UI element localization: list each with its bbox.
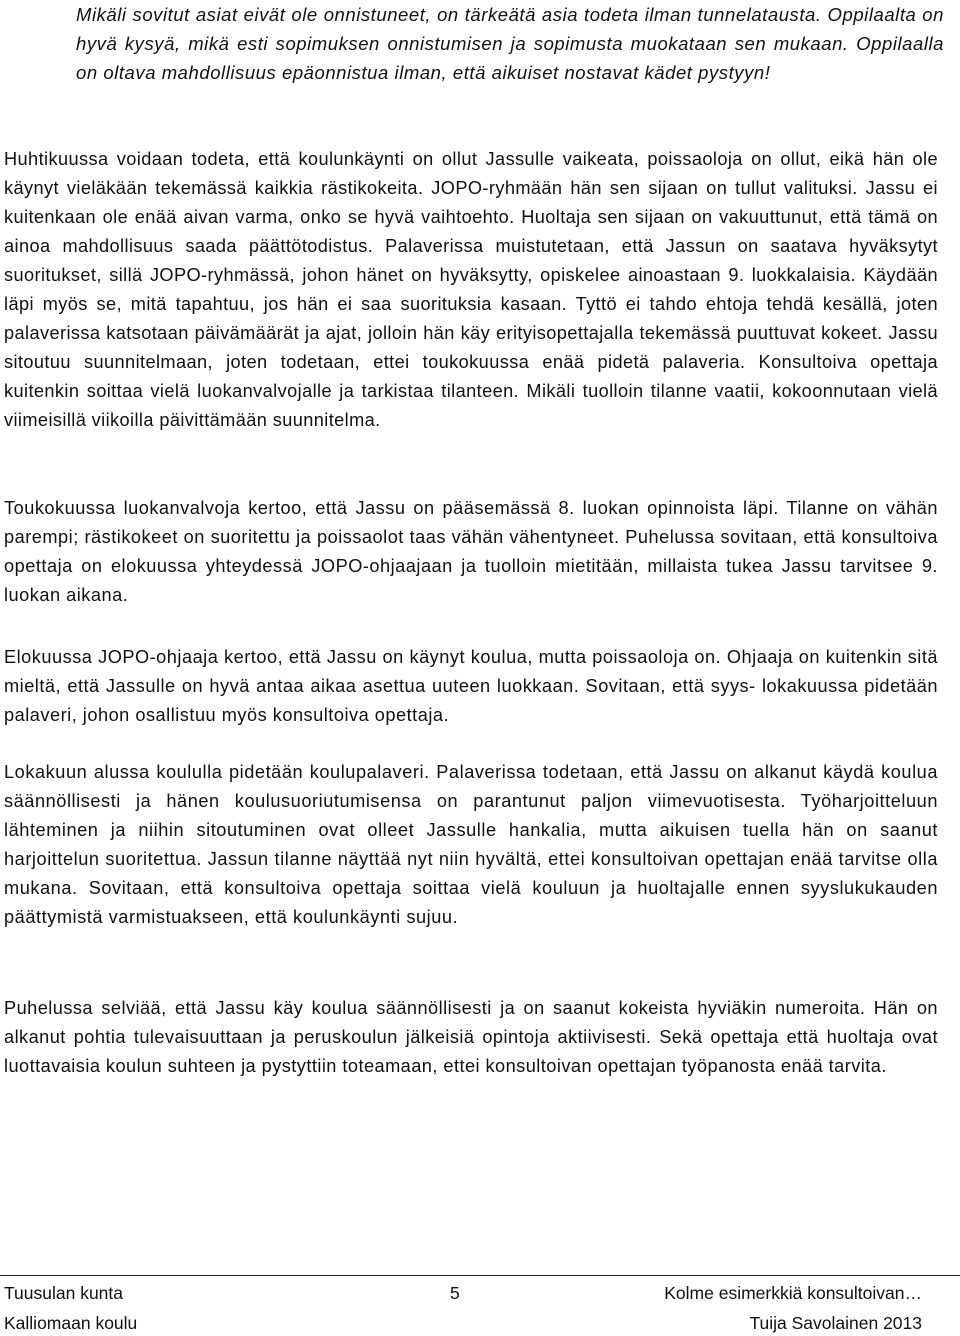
paragraph-phone-call: Puhelussa selviää, että Jassu käy koulua säännöllisesti ja on saanut kokeista hyviäkin numeroita. Hän on alkanut pohtia tulevaisuuttaan ja peruskoulun jälkeisiä opintoja aktiivisesti. Sekä opettaja että huoltaja ovat luottavaisia koulun suhteen ja pystyttiin toteamaan, ettei konsultoivan opettajan työpanosta enää tarvita.: [4, 998, 938, 1076]
intro-paragraph: Mikäli sovitut asiat eivät ole onnistuneet, on tärkeätä asia todeta ilman tunnelatausta. Oppilaalta on hyvä kysyä, mikä esti sopimuksen onnistumisen ja sopimusta muokataan sen mukaan. Oppilaalla on oltava mahdollisuus epäonnistua ilman, että aikuiset nostavat kädet pystyyn!: [76, 4, 944, 83]
footer-author-year: Tuija Savolainen 2013: [749, 1313, 922, 1333]
footer-school: Kalliomaan koulu: [4, 1313, 138, 1333]
paragraph-may: Toukokuussa luokanvalvoja kertoo, että Jassu on pääsemässä 8. luokan opinnoista läpi. Tilanne on vähän parempi; rästikokeet on suoritettu ja poissaolot taas vähän vähentyneet. Puhelussa sovitaan, että konsultoiva opettaja on elokuussa yhteydessä JOPO-ohjaajaan ja tuolloin mietitään, millaista tukea Jassu tarvitsee 9. luokan aikana.: [4, 498, 938, 605]
paragraph-october: Lokakuun alussa koululla pidetään koulupalaveri. Palaverissa todetaan, että Jassu on alkanut käydä koulua säännöllisesti ja hänen koulusuoriutumisensa on parantunut paljon viimevuotisesta. Työharjoitteluun lähteminen ja niihin sitoutuminen ovat olleet Jassulle hankalia, mutta aikuisen tuella hän on saanut harjoittelun suoritettua. Jassun tilanne näyttää nyt niin hyvältä, ettei konsultoivan opettajan enää tarvitse olla mukana. Sovitaan, että konsultoiva opettaja soittaa vielä kouluun ja huoltajalle ennen syyslukukauden päättymistä varmistuakseen, että koulunkäynti sujuu.: [4, 762, 938, 927]
paragraph-april: Huhtikuussa voidaan todeta, että koulunkäynti on ollut Jassulle vaikeata, poissaoloja on ollut, eikä hän ole käynyt vieläkään tekemässä kaikkia rästikokeita. JOPO-ryhmään hän sen sijaan on tullut valituksi. Jassu ei kuitenkaan ole enää aivan varma, onko se hyvä vaihtoehto. Huoltaja sen sijaan on vakuuttunut, että tämä on ainoa mahdollisuus saada päättötodistus. Palaverissa muistutetaan, että Jassun on saatava hyväksytyt suoritukset, sillä JOPO-ryhmässä, johon hänet on hyväksytty, opiskelee ainoastaan 9. luokkalaisia. Käydään läpi myös se, mitä tapahtuu, jos hän ei saa suorituksia kasaan. Tyttö ei tahdo ehtoja tehdä kesällä, joten palaverissa katsotaan päivämäärät ja ajat, jolloin hän käy erityisopettajalla tekemässä puuttuvat kokeet. Jassu sitoutuu suunnitelmaan, joten todetaan, ettei toukokuussa enää pidetä palaveria. Konsultoiva opettaja kuitenkin soittaa vielä luokanvalvojalle ja tarkistaa tilanteen. Mikäli tuolloin tilanne vaatii, kokoonnutaan vielä viimeisillä viikoilla päivittämään suunnitelma.: [4, 149, 938, 430]
footer-municipality: Tuusulan kunta: [4, 1283, 124, 1303]
paragraph-august: Elokuussa JOPO-ohjaaja kertoo, että Jassu on käynyt koulua, mutta poissaoloja on. Ohjaaja on kuitenkin sitä mieltä, että Jassulle on hyvä antaa aikaa asettua uuteen luokkaan. Sovitaan, että syys- lokakuussa pidetään palaveri, johon osallistuu myös konsultoiva opettaja.: [4, 647, 938, 725]
footer-page-number: 5: [450, 1283, 460, 1303]
footer-document-title: Kolme esimerkkiä konsultoivan…: [664, 1283, 922, 1303]
footer-divider: [0, 1275, 960, 1276]
